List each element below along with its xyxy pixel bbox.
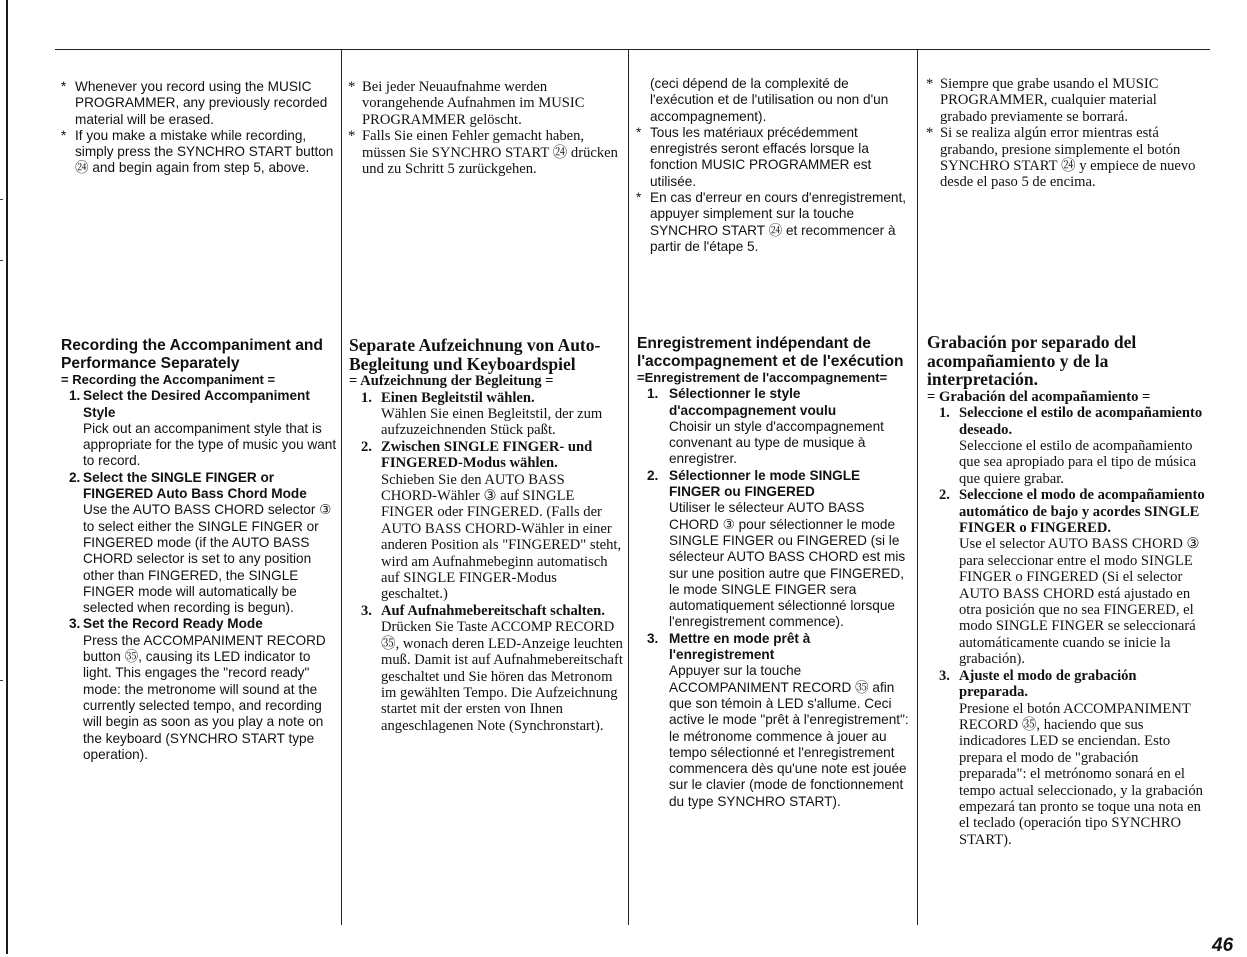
step-item: [61, 616, 337, 763]
step-item: [61, 388, 337, 469]
steps-list: [637, 386, 913, 810]
step-body: Use el selector AUTO BASS CHORD ③ para seleccionar entre el modo SINGLE FINGER o FINGERED (Si el selector AUTO BASS CHORD está ajustado en otra posición que no sea FINGERED, el modo SINGLE FINGER se seleccionará automáticamente cuando se inicie la grabación).: [959, 536, 1200, 668]
step-number: 2.: [647, 467, 659, 483]
section-de: [349, 336, 624, 734]
note-item: * Si se realiza algún error mientras está grabando, presione simplemente el botón SYNCHRO START ㉔ y empiece de nuevo desde el paso 5 de encima.: [926, 125, 1204, 191]
step-body: Presione el botón ACCOMPANIMENT RECORD ㉟, haciendo que sus indicadores LED se enciendan. Esto prepara el modo de "grabación preparada": el metrónomo sonará en el tempo actual seleccionado, y la grabación empezará tan pronto se toque una nota en el teclado (operación tipo SYNCHRO START).: [959, 700, 1203, 848]
step-body: Choisir un style d'accompagnement convenant au type de musique à enregistrer.: [669, 418, 884, 467]
step-body: Wählen Sie einen Begleitstil, der zum aufzuzeichnenden Stück paßt.: [381, 406, 603, 439]
step-title: Seleccione el modo de acompañamiento automático de bajo y acordes SINGLE FINGER o FINGERED.: [959, 487, 1205, 537]
step-body: Pick out an accompaniment style that is appropriate for the type of music you want to record.: [83, 420, 337, 469]
step-item: [637, 386, 913, 467]
column-english: [55, 49, 341, 925]
column-french: [628, 49, 917, 925]
step-number: 3.: [647, 630, 659, 646]
notes-list-es: [926, 76, 1204, 191]
step-body: Appuyer sur la touche ACCOMPANIMENT RECORD ㉟ afin que son témoin à LED s'allume. Ceci active le mode "prêt à l'enregistrement": le métronome commence à jouer au tempo sélectionné et l'enregistrement commencera dès qu'une note est jouée sur le clavier (mode de fonctionnement du type SYNCHRO START).: [669, 663, 909, 809]
step-number: 1.: [647, 386, 659, 402]
column-german: [341, 49, 628, 925]
step-title: Einen Begleitstil wählen.: [381, 389, 535, 406]
step-item: [927, 668, 1205, 848]
column-spanish: [917, 49, 1210, 925]
step-title: Select the Desired Accompaniment Style: [83, 388, 310, 420]
step-item: [927, 487, 1205, 667]
step-number: 1.: [69, 388, 81, 404]
step-item: [61, 470, 337, 617]
step-body: Utiliser le sélecteur AUTO BASS CHORD ③ pour sélectionner le mode SINGLE FINGER ou FINGERED (si le sélecteur AUTO BASS CHORD est mis sur une position autre que FINGERED, le mode SINGLE FINGER sera automatiquement sélectionné lorsque l'enregistrement commence).: [669, 500, 906, 630]
step-number: 3.: [361, 602, 372, 619]
step-number: 2.: [939, 487, 950, 504]
step-body: Press the ACCOMPANIMENT RECORD button ㉟, causing its LED indicator to light. This engages the "record ready" mode: the metronome will sound at the currently selected tempo, and recording will begin as soon as you play a note on the keyboard (SYNCHRO START type operation).: [83, 632, 326, 762]
note-continuation: (ceci dépend de la complexité de l'exécution et de l'utilisation ou non d'un accompagnement).: [650, 76, 889, 124]
page-number: 46: [1212, 935, 1234, 956]
step-body: Schieben Sie den AUTO BASS CHORD-Wähler ③ auf SINGLE FINGER oder FINGERED. (Falls der AUTO BASS CHORD-Wähler in einer anderen Position als "FINGERED" steht, wird am Aufnahmebeginn automatisch auf SINGLE FINGER-Modus geschaltet.): [381, 471, 622, 603]
section-fr: [637, 335, 913, 810]
steps-list: [61, 388, 337, 763]
step-body: Use the AUTO BASS CHORD selector ③ to select either the SINGLE FINGER or FINGERED mode (if the AUTO BASS CHORD selector is set to any position other than FINGERED, the SINGLE FINGER mode will automatically be selected when recording is begun).: [83, 502, 332, 616]
step-title: Zwischen SINGLE FINGER- und FINGERED-Modus wählen.: [381, 438, 593, 472]
section-subheading: = Grabación del acompañamiento =: [927, 388, 1151, 405]
step-number: 1.: [939, 405, 950, 422]
step-number: 3.: [69, 616, 81, 632]
section-subheading: = Recording the Accompaniment =: [61, 372, 276, 387]
step-item: [637, 631, 913, 810]
notes-list-en: [61, 79, 335, 177]
margin-tick: [0, 680, 3, 681]
note-item: * If you make a mistake while recording, simply press the SYNCHRO START button ㉔ and begin again from step 5, above.: [61, 128, 335, 177]
section-subheading: = Aufzeichnung der Begleitung =: [349, 373, 554, 390]
step-title: Sélectionner le mode SINGLE FINGER ou FINGERED: [669, 467, 861, 500]
section-heading: Enregistrement indépendant de l'accompagnement et de l'exécution: [637, 335, 904, 370]
note-item: * En cas d'erreur en cours d'enregistrement, appuyer simplement sur la touche SYNCHRO START ㉔ et recommencer à partir de l'étape 5.: [636, 190, 912, 255]
step-number: 1.: [361, 389, 372, 406]
step-title: Set the Record Ready Mode: [83, 616, 263, 632]
step-title: Seleccione el estilo de acompañamiento deseado.: [959, 405, 1203, 438]
steps-list: [927, 405, 1205, 848]
step-number: 2.: [361, 438, 372, 455]
notes-list-de: [348, 79, 624, 177]
margin-tick: [0, 260, 3, 261]
section-heading: Separate Aufzeichnung von Auto-Begleitung und Keyboardspiel: [349, 335, 601, 374]
step-number: 3.: [939, 667, 950, 684]
note-item: * Whenever you record using the MUSIC PROGRAMMER, any previously recorded material will be erased.: [61, 79, 335, 128]
step-body: Seleccione el estilo de acompañamiento que sea apropiado para el tipo de música que quiere grabar.: [959, 438, 1197, 487]
margin-tick: [0, 199, 3, 200]
note-item: * Tous les matériaux précédemment enregistrés seront effacés lorsque la fonction MUSIC PROGRAMMER est utilisée.: [636, 125, 912, 190]
section-en: [61, 337, 337, 763]
section-subheading: =Enregistrement de l'accompagnement=: [637, 370, 888, 385]
note-item: * Falls Sie einen Fehler gemacht haben, müssen Sie SYNCHRO START ㉔ drücken und zu Schritt 5 zurückgehen.: [348, 128, 624, 177]
step-body: Drücken Sie Taste ACCOMP RECORD ㉟, wonach deren LED-Anzeige leuchten muß. Damit ist auf Aufnahmebereitschaft geschaltet und Sie hören das Metronom im gewählten Tempo. Die Aufzeichnung startet mit der ersten von Ihnen angeschlagenen Note (Synchronstart).: [381, 619, 623, 734]
section-es: [927, 333, 1205, 848]
step-item: [349, 390, 624, 439]
note-item: * Bei jeder Neuaufnahme werden vorangehende Aufnahmen im MUSIC PROGRAMMER gelöscht.: [348, 79, 624, 128]
step-title: Select the SINGLE FINGER or FINGERED Auto Bass Chord Mode: [83, 469, 307, 502]
step-number: 2.: [69, 469, 81, 485]
section-heading: Grabación por separado del acompañamiento y de la interpretación.: [927, 332, 1137, 390]
step-item: [349, 603, 624, 734]
step-item: [349, 439, 624, 603]
step-title: Ajuste el modo de grabación preparada.: [959, 667, 1137, 701]
notes-list-fr: [636, 76, 912, 255]
section-heading: Recording the Accompaniment and Performance Separately: [61, 337, 323, 372]
step-title: Auf Aufnahmebereitschaft schalten.: [381, 602, 605, 619]
steps-list: [349, 390, 624, 735]
step-item: [637, 468, 913, 631]
step-item: [927, 405, 1205, 487]
step-title: Sélectionner le style d'accompagnement voulu: [669, 386, 837, 418]
step-title: Mettre en mode prêt à l'enregistrement: [669, 630, 811, 663]
page-binding-edge: [6, 0, 8, 954]
note-item: * Siempre que grabe usando el MUSIC PROGRAMMER, cualquier material grabado previamente se borrará.: [926, 76, 1204, 125]
